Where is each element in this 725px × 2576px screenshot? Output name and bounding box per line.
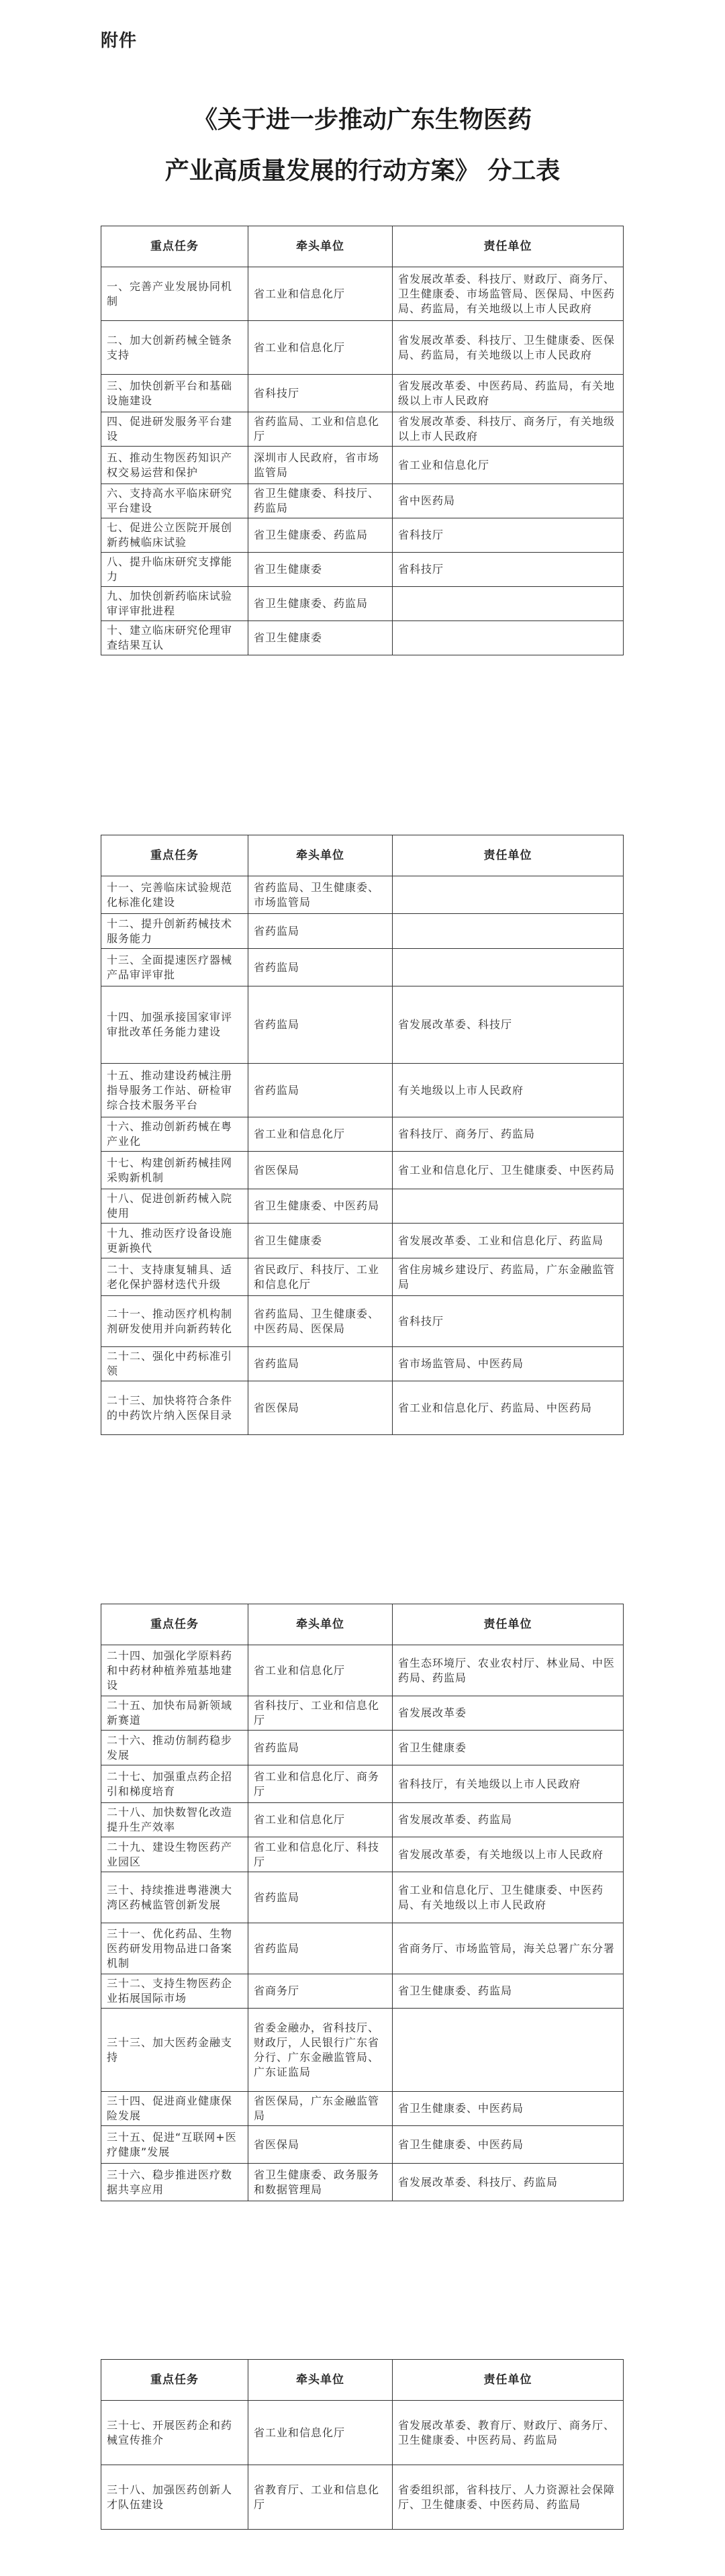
lead-header: 牵头单位 [248,1604,393,1645]
table-row [101,1696,624,1731]
responsible-units-cell: 省发展改革委、科技厅、药监局 [393,2164,624,2201]
table-row [101,1224,624,1258]
task-cell: 二十八、加快数智化改造提升生产效率 [101,1803,248,1837]
lead-unit-cell: 省药监局 [248,914,393,949]
responsible-units-cell: 省工业和信息化厅、药监局、中医药局 [393,1381,624,1435]
responsible-units-cell: 省发展改革委 [393,1696,624,1731]
lead-unit-cell: 省民政厅、科技厅、工业和信息化厅 [248,1258,393,1296]
lead-header: 牵头单位 [248,835,393,876]
table-row [101,1347,624,1381]
responsible-units-cell [393,914,624,949]
table-row [101,1064,624,1117]
lead-unit-cell: 省药监局 [248,1064,393,1117]
responsible-units-cell: 省发展改革委、工业和信息化厅、药监局 [393,1224,624,1258]
attachment-label: 附件 [101,31,138,51]
task-cell: 十三、全面提速医疗器械产品审评审批 [101,949,248,986]
table-row [101,412,624,447]
task-table-3 [101,1604,624,2201]
task-cell: 三十一、优化药品、生物医药研发用物品进口备案机制 [101,1923,248,1974]
task-cell: 二十六、推动仿制药稳步发展 [101,1731,248,1765]
task-cell: 二十五、加快布局新领域新赛道 [101,1696,248,1731]
responsible-units-cell: 省科技厅，有关地级以上市人民政府 [393,1765,624,1803]
table-row [101,375,624,412]
lead-unit-cell: 省药监局 [248,949,393,986]
table-header-row [101,2360,624,2401]
responsible-units-cell: 省卫生健康委 [393,1731,624,1765]
lead-unit-cell: 省工业和信息化厅 [248,321,393,375]
lead-unit-cell: 省科技厅、工业和信息化厅 [248,1696,393,1731]
table-row [101,1923,624,1974]
document-title [0,94,725,196]
task-cell: 一、完善产业发展协同机制 [101,267,248,321]
table-row [101,986,624,1064]
table-row [101,1803,624,1837]
responsible-units-cell: 省发展改革委、科技厅、财政厅、商务厅、卫生健康委、市场监管局、医保局、中医药局、药监局，有关地级以上市人民政府 [393,267,624,321]
responsible-units-cell [393,1189,624,1224]
task-cell: 二十、支持康复辅具、适老化保护器材迭代升级 [101,1258,248,1296]
task-cell: 二、加大创新药械全链条支持 [101,321,248,375]
responsible-units-cell: 省委组织部，省科技厅、人力资源社会保障厅、卫生健康委、中医药局、药监局 [393,2465,624,2530]
task-cell: 五、推动生物医药知识产权交易运营和保护 [101,447,248,484]
table-row [101,1117,624,1152]
resp-header: 责任单位 [393,835,624,876]
responsible-units-cell: 省生态环境厅、农业农村厅、林业局、中医药局、药监局 [393,1645,624,1696]
lead-unit-cell: 深圳市人民政府，省市场监管局 [248,447,393,484]
lead-unit-cell: 省卫生健康委、药监局 [248,587,393,621]
table-row [101,1381,624,1435]
lead-unit-cell: 省工业和信息化厅 [248,1645,393,1696]
lead-unit-cell: 省工业和信息化厅 [248,1117,393,1152]
task-cell: 九、加快创新药临床试验审评审批进程 [101,587,248,621]
task-cell: 二十三、加快将符合条件的中药饮片纳入医保目录 [101,1381,248,1435]
task-header: 重点任务 [101,1604,248,1645]
responsible-units-cell: 省中医药局 [393,484,624,518]
table-header-row [101,1604,624,1645]
responsible-units-cell: 省科技厅 [393,1296,624,1347]
lead-unit-cell: 省商务厅 [248,1974,393,2009]
responsible-units-cell: 省发展改革委、科技厅、商务厅，有关地级以上市人民政府 [393,412,624,447]
table-row [101,518,624,553]
task-cell: 十九、推动医疗设备设施更新换代 [101,1224,248,1258]
task-cell: 二十二、强化中药标准引领 [101,1347,248,1381]
responsible-units-cell: 省工业和信息化厅、卫生健康委、中医药局、有关地级以上市人民政府 [393,1872,624,1923]
table-row [101,1974,624,2009]
lead-unit-cell: 省工业和信息化厅 [248,1803,393,1837]
lead-unit-cell: 省药监局 [248,1872,393,1923]
task-cell: 六、支持高水平临床研究平台建设 [101,484,248,518]
lead-unit-cell: 省委金融办，省科技厅、财政厅，人民银行广东省分行、广东金融监管局、广东证监局 [248,2009,393,2092]
lead-unit-cell: 省药监局、卫生健康委、中医药局、医保局 [248,1296,393,1347]
task-table-1 [101,226,624,655]
title-line-2: 产业高质量发展的行动方案》 分工表 [164,156,561,185]
responsible-units-cell: 省住房城乡建设厅、药监局，广东金融监管局 [393,1258,624,1296]
table-header-row [101,226,624,267]
lead-header: 牵头单位 [248,226,393,267]
table-row [101,2164,624,2201]
task-cell: 三十二、支持生物医药企业拓展国际市场 [101,1974,248,2009]
lead-unit-cell: 省药监局 [248,1347,393,1381]
responsible-units-cell: 有关地级以上市人民政府 [393,1064,624,1117]
table-row [101,1296,624,1347]
responsible-units-cell: 省发展改革委、中医药局、药监局，有关地级以上市人民政府 [393,375,624,412]
lead-unit-cell: 省医保局 [248,1381,393,1435]
lead-unit-cell: 省卫生健康委 [248,553,393,587]
table-row [101,1152,624,1189]
table-row [101,621,624,655]
table-row [101,321,624,375]
responsible-units-cell [393,876,624,914]
task-cell: 二十一、推动医疗机构制剂研发使用并向新药转化 [101,1296,248,1347]
task-cell: 十二、提升创新药械技术服务能力 [101,914,248,949]
lead-unit-cell: 省卫生健康委、政务服务和数据管理局 [248,2164,393,2201]
responsible-units-cell: 省科技厅、商务厅、药监局 [393,1117,624,1152]
lead-unit-cell: 省工业和信息化厅、科技厅 [248,1837,393,1872]
resp-header: 责任单位 [393,226,624,267]
table-row [101,914,624,949]
table-row [101,447,624,484]
responsible-units-cell: 省发展改革委、科技厅、卫生健康委、医保局、药监局，有关地级以上市人民政府 [393,321,624,375]
table-row [101,2009,624,2092]
table-row [101,2465,624,2530]
lead-unit-cell: 省科技厅 [248,375,393,412]
lead-unit-cell: 省药监局 [248,1731,393,1765]
task-cell: 三、加快创新平台和基础设施建设 [101,375,248,412]
responsible-units-cell: 省市场监管局、中医药局 [393,1347,624,1381]
task-table-2 [101,835,624,1435]
responsible-units-cell: 省发展改革委、科技厅 [393,986,624,1064]
lead-unit-cell: 省药监局、工业和信息化厅 [248,412,393,447]
responsible-units-cell [393,2009,624,2092]
lead-unit-cell: 省卫生健康委 [248,1224,393,1258]
table-row [101,949,624,986]
task-cell: 三十四、促进商业健康保险发展 [101,2092,248,2126]
resp-header: 责任单位 [393,2360,624,2401]
lead-unit-cell: 省工业和信息化厅、商务厅 [248,1765,393,1803]
task-header: 重点任务 [101,2360,248,2401]
responsible-units-cell: 省卫生健康委、药监局 [393,1974,624,2009]
responsible-units-cell [393,621,624,655]
lead-unit-cell: 省药监局 [248,986,393,1064]
task-cell: 三十六、稳步推进医疗数据共享应用 [101,2164,248,2201]
table-row [101,2126,624,2164]
lead-unit-cell: 省药监局 [248,1923,393,1974]
table-row [101,587,624,621]
table-row [101,1645,624,1696]
task-cell: 八、提升临床研究支撑能力 [101,553,248,587]
lead-unit-cell: 省药监局、卫生健康委、市场监管局 [248,876,393,914]
task-header: 重点任务 [101,835,248,876]
task-cell: 二十七、加强重点药企招引和梯度培育 [101,1765,248,1803]
table-row [101,1258,624,1296]
task-cell: 十、建立临床研究伦理审查结果互认 [101,621,248,655]
responsible-units-cell: 省发展改革委、药监局 [393,1803,624,1837]
lead-unit-cell: 省卫生健康委、中医药局 [248,1189,393,1224]
task-cell: 十四、加强承接国家审评审批改革任务能力建设 [101,986,248,1064]
responsible-units-cell: 省发展改革委、教育厅、财政厅、商务厅、卫生健康委、中医药局、药监局 [393,2401,624,2465]
resp-header: 责任单位 [393,1604,624,1645]
table-row [101,1731,624,1765]
table-header-row [101,835,624,876]
table-row [101,267,624,321]
table-row [101,484,624,518]
task-cell: 三十八、加强医药创新人才队伍建设 [101,2465,248,2530]
task-cell: 三十五、促进“互联网+医疗健康”发展 [101,2126,248,2164]
lead-unit-cell: 省卫生健康委、药监局 [248,518,393,553]
task-cell: 四、促进研发服务平台建设 [101,412,248,447]
responsible-units-cell [393,949,624,986]
responsible-units-cell [393,587,624,621]
table-row [101,1837,624,1872]
task-cell: 三十三、加大医药金融支持 [101,2009,248,2092]
lead-unit-cell: 省工业和信息化厅 [248,2401,393,2465]
lead-unit-cell: 省卫生健康委、科技厅、药监局 [248,484,393,518]
task-cell: 十八、促进创新药械入院使用 [101,1189,248,1224]
responsible-units-cell: 省发展改革委，有关地级以上市人民政府 [393,1837,624,1872]
table-row [101,1872,624,1923]
task-cell: 十一、完善临床试验规范化标准化建设 [101,876,248,914]
table-row [101,2092,624,2126]
task-cell: 三十七、开展医药企和药械宣传推介 [101,2401,248,2465]
task-cell: 十六、推动创新药械在粤产业化 [101,1117,248,1152]
responsible-units-cell: 省卫生健康委、中医药局 [393,2092,624,2126]
lead-unit-cell: 省医保局 [248,2126,393,2164]
lead-unit-cell: 省教育厅、工业和信息化厅 [248,2465,393,2530]
task-cell: 十七、构建创新药械挂网采购新机制 [101,1152,248,1189]
lead-unit-cell: 省医保局，广东金融监管局 [248,2092,393,2126]
lead-unit-cell: 省工业和信息化厅 [248,267,393,321]
task-cell: 三十、持续推进粤港澳大湾区药械监管创新发展 [101,1872,248,1923]
table-row [101,876,624,914]
table-row [101,2401,624,2465]
task-table-4 [101,2359,624,2530]
responsible-units-cell: 省工业和信息化厅、卫生健康委、中医药局 [393,1152,624,1189]
task-header: 重点任务 [101,226,248,267]
responsible-units-cell: 省科技厅 [393,518,624,553]
task-cell: 七、促进公立医院开展创新药械临床试验 [101,518,248,553]
lead-header: 牵头单位 [248,2360,393,2401]
title-line-1: 《关于进一步推动广东生物医药 [193,105,532,134]
table-row [101,1765,624,1803]
task-cell: 十五、推动建设药械注册指导服务工作站、研检审综合技术服务平台 [101,1064,248,1117]
responsible-units-cell: 省商务厅、市场监管局，海关总署广东分署 [393,1923,624,1974]
task-cell: 二十九、建设生物医药产业园区 [101,1837,248,1872]
task-cell: 二十四、加强化学原料药和中药材种植养殖基地建设 [101,1645,248,1696]
table-row [101,1189,624,1224]
lead-unit-cell: 省医保局 [248,1152,393,1189]
responsible-units-cell: 省科技厅 [393,553,624,587]
responsible-units-cell: 省卫生健康委、中医药局 [393,2126,624,2164]
table-row [101,553,624,587]
responsible-units-cell: 省工业和信息化厅 [393,447,624,484]
lead-unit-cell: 省卫生健康委 [248,621,393,655]
